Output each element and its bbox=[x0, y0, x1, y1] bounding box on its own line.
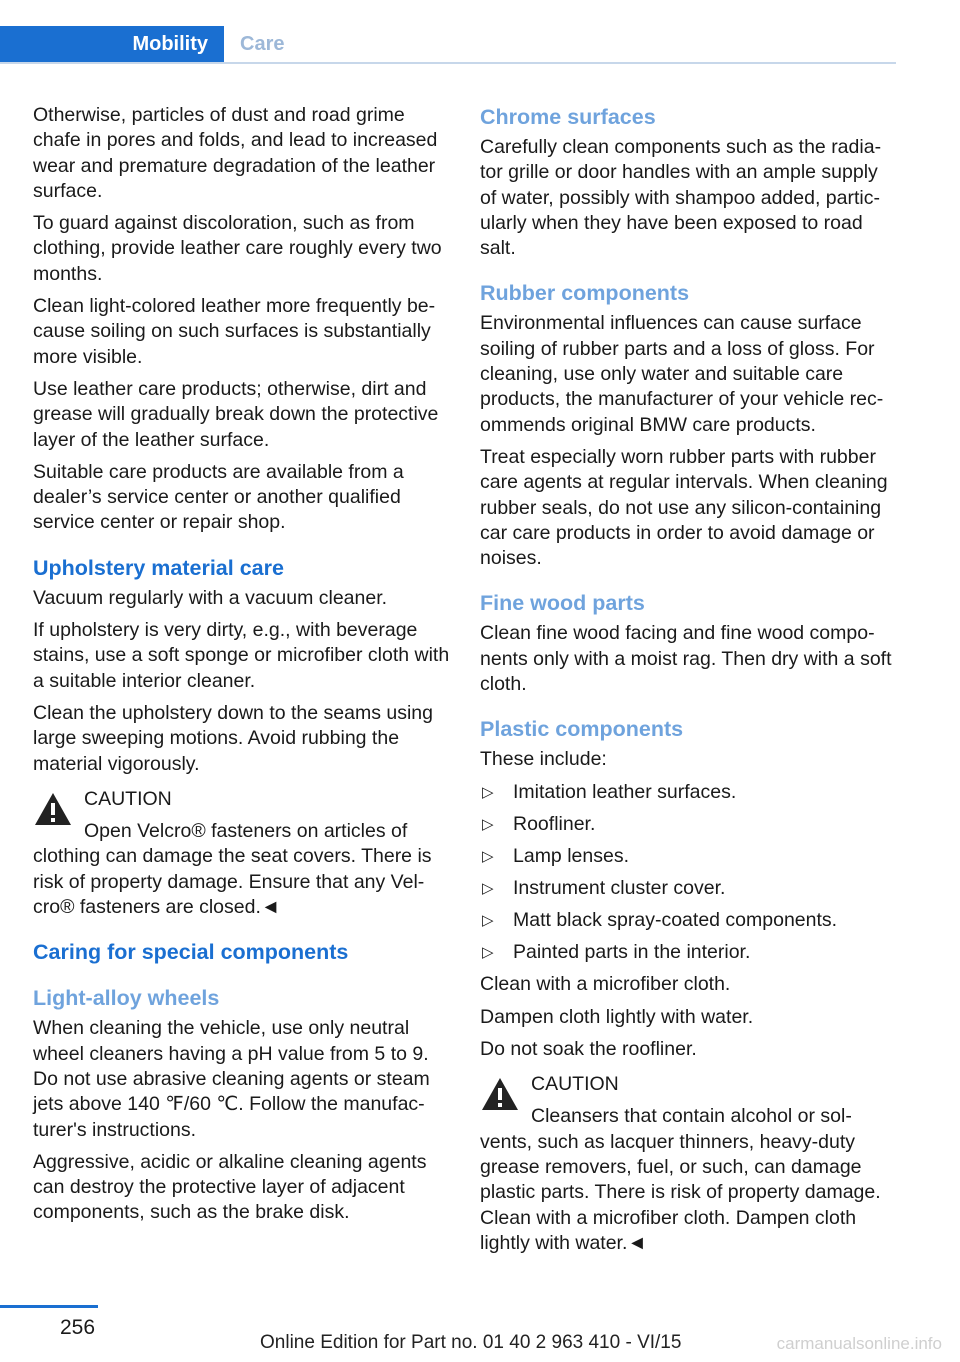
caution-text: Open Velcro® fasteners on articles of clothing can damage the seat covers. There is risk of property damage. Ensure that any Velcro® fasteners are closed.◄ bbox=[33, 820, 432, 919]
right-column bbox=[480, 103, 896, 1268]
paragraph: Environmental influences can cause surface soiling of rubber parts and a loss of gloss. For cleaning, use only water and suitable care products, the manufacturer of your vehicle recommends original BMW care products. bbox=[480, 312, 884, 436]
triangle-bullet-icon: ▷ bbox=[482, 879, 494, 897]
paragraph: If upholstery is very dirty, e.g., with beverage stains, use a soft sponge or microfiber cloth with a suitable interior cleaner. bbox=[33, 619, 450, 692]
paragraph: Clean fine wood facing and fine wood components only with a moist rag. Then dry with a soft cloth. bbox=[480, 622, 892, 696]
warning-triangle-icon bbox=[33, 791, 73, 827]
paragraph: Aggressive, acidic or alkaline cleaning agents can destroy the protective layer of adjacent components, such as the brake disk. bbox=[33, 1150, 427, 1224]
paragraph: To guard against discoloration, such as from clothing, provide leather care roughly every two months. bbox=[33, 212, 442, 285]
tab-mobility[interactable]: Mobility bbox=[0, 26, 224, 62]
paragraph: Vacuum regularly with a vacuum cleaner. bbox=[33, 586, 388, 609]
heading-special-components: Caring for special components bbox=[33, 940, 349, 965]
watermark: carmanualsonline.info bbox=[776, 1334, 942, 1353]
paragraph: When cleaning the vehicle, use only neutral wheel cleaners having a pH value from 5 to 9. Do not use abrasive cleaning agents or steam jets above 140 ℉/60 ℃. Follow the manufacturer's instructions. bbox=[33, 1017, 430, 1141]
heading-rubber-components: Rubber components bbox=[480, 281, 690, 306]
list-item: ▷ Imitation leather surfaces. bbox=[480, 780, 896, 805]
paragraph: Otherwise, particles of dust and road grime chafe in pores and folds, and lead to increased wear and premature degradation of the leather surface. bbox=[33, 104, 438, 202]
list-item: ▷ Lamp lenses. bbox=[480, 844, 896, 869]
footer-edition: Online Edition for Part no. 01 40 2 963 410 - VI/15 bbox=[260, 1332, 682, 1353]
caution-text: Cleansers that contain alcohol or solvents, such as lacquer thinners, heavy-duty grease removers, fuel, or such, can damage plastic parts. There is risk of property damage. Clean with a microfiber cloth. Dampen cloth lightly with water.◄ bbox=[480, 1105, 881, 1254]
list-item: ▷ Roofliner. bbox=[480, 812, 896, 837]
page-number: 256 bbox=[60, 1316, 96, 1339]
caution-title: CAUTION bbox=[531, 1073, 619, 1096]
heading-plastic-components: Plastic components bbox=[480, 717, 684, 742]
heading-chrome-surfaces: Chrome surfaces bbox=[480, 105, 656, 129]
heading-upholstery: Upholstery material care bbox=[33, 555, 284, 580]
warning-triangle-icon bbox=[480, 1076, 520, 1112]
triangle-bullet-icon: ▷ bbox=[482, 783, 494, 801]
paragraph: Carefully clean components such as the radiator grille or door handles with an ample supply of water, possibly with shampoo added, particularly when they have been exposed to road salt. bbox=[480, 136, 882, 260]
paragraph: Dampen cloth lightly with water. bbox=[480, 1005, 754, 1028]
paragraph: Suitable care products are available from a dealer’s service center or another qualified service center or repair shop. bbox=[33, 460, 404, 534]
paragraph: Clean light-colored leather more frequently because soiling on such surfaces is substantially more visible. bbox=[33, 295, 436, 368]
plastic-list bbox=[480, 780, 896, 966]
paragraph: Clean the upholstery down to the seams using large sweeping motions. Avoid rubbing the material vigorously. bbox=[33, 701, 433, 775]
list-item: ▷ Painted parts in the interior. bbox=[480, 940, 896, 965]
triangle-bullet-icon: ▷ bbox=[482, 847, 494, 865]
caution-box bbox=[480, 1072, 896, 1256]
caution-box bbox=[33, 787, 453, 920]
heading-fine-wood-parts: Fine wood parts bbox=[480, 591, 645, 616]
list-item: ▷ Instrument cluster cover. bbox=[480, 876, 896, 901]
paragraph: Use leather care products; otherwise, dirt and grease will gradually break down the protective layer of the leather surface. bbox=[33, 377, 439, 451]
list-item: ▷ Matt black spray-coated components. bbox=[480, 908, 896, 933]
paragraph: Do not soak the roofliner. bbox=[480, 1037, 697, 1060]
paragraph: These include: bbox=[480, 748, 607, 771]
paragraph: Treat especially worn rubber parts with rubber care agents at regular intervals. When cleaning rubber seals, do not use any silicon-containing car care products in order to avoid damage or noises. bbox=[480, 445, 888, 570]
heading-light-alloy-wheels: Light-alloy wheels bbox=[33, 986, 220, 1011]
triangle-bullet-icon: ▷ bbox=[482, 944, 494, 962]
triangle-bullet-icon: ▷ bbox=[482, 912, 494, 930]
header-tabbar bbox=[0, 26, 896, 64]
page-number-bar bbox=[0, 1305, 98, 1308]
triangle-bullet-icon: ▷ bbox=[482, 815, 494, 833]
tab-care[interactable]: Care bbox=[240, 32, 285, 55]
left-column bbox=[33, 103, 453, 1233]
caution-title: CAUTION bbox=[84, 787, 172, 810]
paragraph: Clean with a microfiber cloth. bbox=[480, 973, 731, 996]
